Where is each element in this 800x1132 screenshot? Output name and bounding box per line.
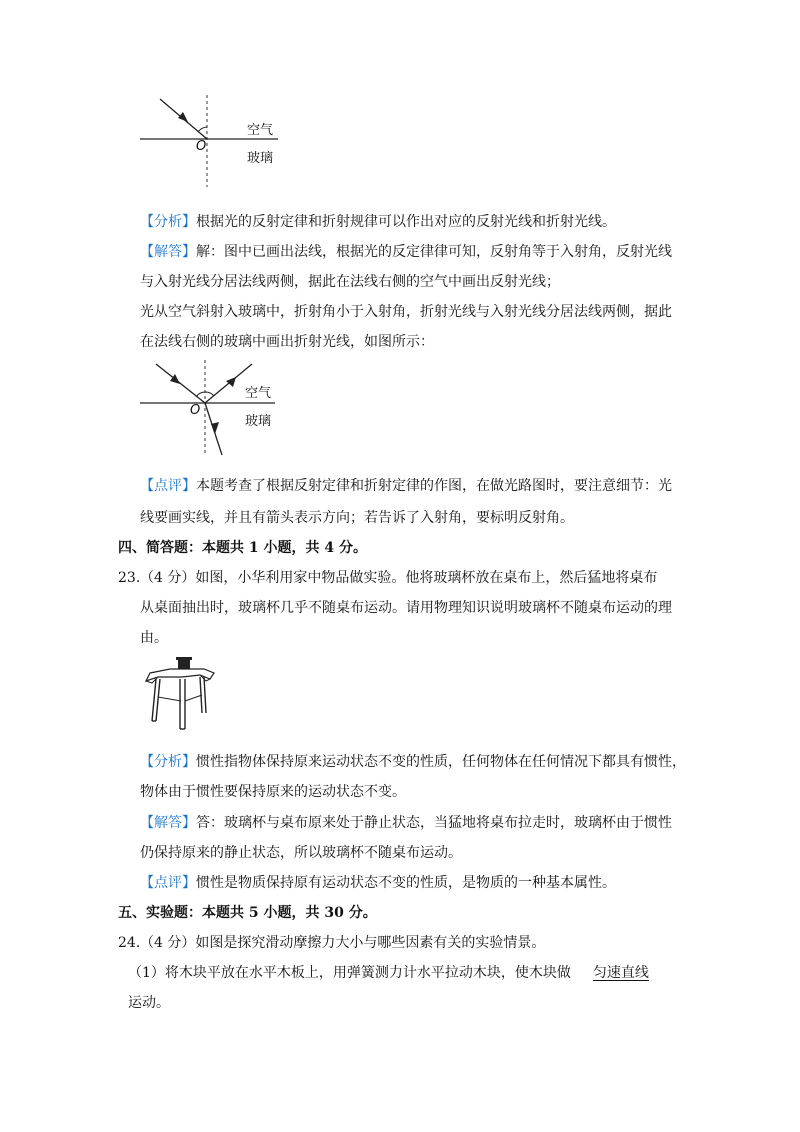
point-o-label: O — [190, 403, 201, 418]
question-number: 23. — [118, 570, 141, 586]
air-label: 空气 — [245, 386, 272, 401]
q23-line-1 — [118, 568, 657, 588]
light-path-diagram-2 — [140, 360, 300, 458]
q23-answer-line-1 — [140, 813, 672, 833]
q22-comment-line-1 — [140, 476, 672, 496]
glass-label: 玻璃 — [247, 151, 274, 166]
figure-incident-ray — [140, 95, 290, 190]
section-5-heading: 五、实验题：本题共 5 小题，共 30 分。 — [118, 905, 377, 921]
analysis-text: 惯性指物体保持原来运动状态不变的性质，任何物体在任何情况下都具有惯性， — [196, 754, 686, 770]
comment-text: 惯性是物质保持原有运动状态不变的性质，是物质的一种基本属性。 — [196, 875, 616, 891]
analysis-tag: 【分析】 — [140, 214, 196, 230]
answer-tag: 【解答】 — [140, 815, 196, 831]
part1-answer-blank — [571, 963, 651, 983]
comment-tag: 【点评】 — [140, 875, 196, 891]
q22-answer-line-4: 在法线右侧的玻璃中画出折射光线，如图所示： — [140, 334, 434, 350]
question-text: （4 分）如图，小华利用家中物品做实验。他将玻璃杯放在桌布上，然后猛地将桌布 — [140, 570, 658, 586]
q22-comment-line-2: 线要画实线，并且有箭头表示方向；若告诉了入射角，要标明反射角。 — [140, 510, 574, 526]
q22-answer-line-3: 光从空气斜射入玻璃中，折射角小于入射角，折射光线与入射光线分居法线两侧，据此 — [140, 304, 672, 320]
q22-answer-line-1 — [140, 242, 672, 262]
q24-part1-suffix: 运动。 — [128, 995, 170, 1011]
q22-answer-line-2: 与入射光线分居法线两侧，据此在法线右侧的空气中画出反射光线； — [140, 274, 560, 290]
analysis-text: 根据光的反射定律和折射规律可以作出对应的反射光线和折射光线。 — [196, 214, 616, 230]
answer-text: 解：图中已画出法线，根据光的反定律律可知，反射角等于入射角，反射光线 — [196, 244, 672, 260]
answer-tag: 【解答】 — [140, 244, 196, 260]
comment-tag: 【点评】 — [140, 478, 196, 494]
q23-comment — [140, 873, 616, 893]
q24-part1 — [128, 963, 651, 983]
glass-label: 玻璃 — [245, 414, 272, 429]
part1-text: （1）将木块平放在水平木板上，用弹簧测力计水平拉动木块，使木块做 — [128, 965, 571, 981]
point-o-label: O — [196, 139, 207, 154]
figure-table-cloth — [138, 655, 218, 733]
table-cloth-drawing — [138, 655, 218, 733]
q24-intro — [118, 933, 545, 953]
comment-text: 本题考查了根据反射定律和折射定律的作图，在做光路图时，要注意细节：光 — [196, 478, 672, 494]
air-label: 空气 — [247, 123, 274, 138]
q23-analysis-line-2: 物体由于惯性要保持原来的运动状态不变。 — [140, 784, 406, 800]
light-path-diagram-1 — [140, 95, 290, 190]
q23-analysis-line-1 — [140, 752, 686, 772]
section-4-heading: 四、简答题：本题共 1 小题，共 4 分。 — [118, 540, 367, 556]
q23-line-2: 从桌面抽出时，玻璃杯几乎不随桌布运动。请用物理知识说明玻璃杯不随桌布运动的理 — [140, 600, 672, 616]
figure-answer-rays — [140, 360, 300, 458]
q23-answer-line-2: 仍保持原来的静止状态，所以玻璃杯不随桌布运动。 — [140, 845, 462, 861]
part1-answer: 匀速直线 — [592, 965, 649, 981]
analysis-tag: 【分析】 — [140, 754, 196, 770]
q23-line-3: 由。 — [140, 630, 168, 646]
question-text: （4 分）如图是探究滑动摩擦力大小与哪些因素有关的实验情景。 — [140, 935, 546, 951]
answer-text: 答：玻璃杯与桌布原来处于静止状态，当猛地将桌布拉走时，玻璃杯由于惯性 — [196, 815, 672, 831]
q22-analysis — [140, 212, 616, 232]
question-number: 24. — [118, 935, 141, 951]
